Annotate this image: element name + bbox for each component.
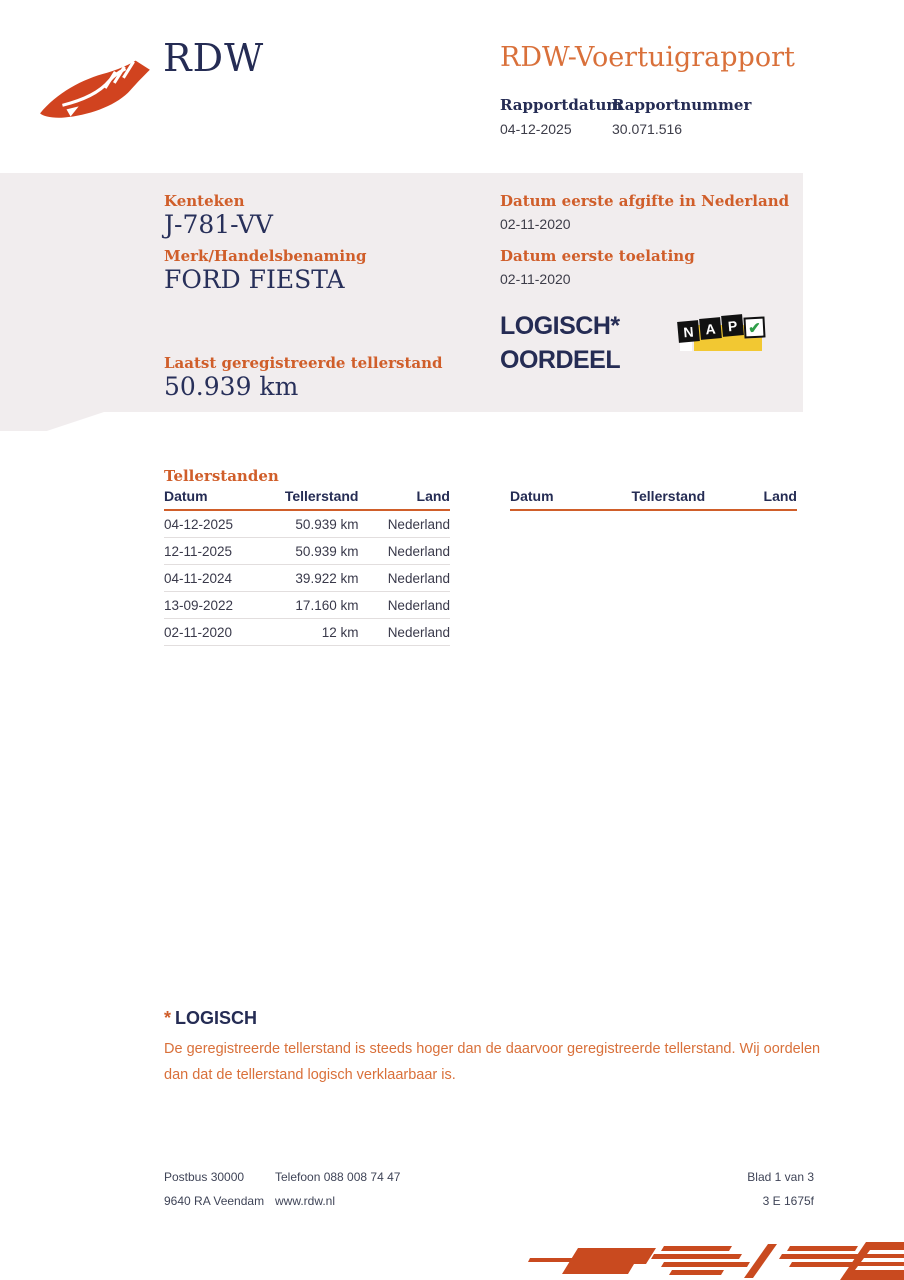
logisch-heading-text: LOGISCH (175, 1008, 258, 1028)
cell-land: Nederland (387, 544, 450, 559)
vehicle-summary-panel (0, 173, 803, 412)
tellerstanden-table-left (164, 488, 450, 646)
report-number-label: Rapportnummer (612, 96, 752, 114)
cell-datum: 02-11-2020 (164, 625, 233, 640)
table-row (164, 592, 450, 619)
cell-land: Nederland (387, 571, 450, 586)
toelating-value: 02-11-2020 (500, 271, 571, 287)
cell-datum: 13-09-2022 (164, 598, 234, 613)
report-date-label: Rapportdatum (500, 96, 623, 114)
table-row (164, 511, 450, 538)
col-header-land: Land (416, 488, 450, 504)
toelating-label: Datum eerste toelating (500, 247, 695, 265)
cell-datum: 12-11-2025 (164, 544, 233, 559)
footer-page-info (747, 1165, 814, 1213)
cell-datum: 04-11-2024 (164, 571, 233, 586)
cell-tellerstand: 50.939 km (295, 517, 359, 532)
col-header-tellerstand: Tellerstand (284, 488, 359, 504)
report-number-block (612, 96, 751, 137)
afgifte-value: 02-11-2020 (500, 216, 571, 232)
col-header-datum: Datum (510, 488, 554, 504)
nap-letter-p: P (721, 314, 744, 337)
cell-tellerstand: 12 km (321, 625, 359, 640)
cell-land: Nederland (387, 598, 450, 613)
tellerstanden-heading: Tellerstanden (164, 467, 279, 485)
nap-letter-a: A (699, 317, 722, 340)
col-header-land: Land (763, 488, 797, 504)
oordeel-line1: LOGISCH* (500, 312, 620, 340)
report-date-value: 04-12-2025 (500, 121, 572, 137)
rdw-speed-lines-graphic (514, 1242, 904, 1280)
kenteken-value: J-781-VV (164, 210, 273, 239)
footer-contact (275, 1165, 400, 1213)
cell-land: Nederland (387, 517, 450, 532)
table-row (164, 619, 450, 646)
table-row (164, 538, 450, 565)
logisch-explanation-text: De geregistreerde tellerstand is steeds hoger dan de daarvoor geregistreerde tellerstand. Wij oordelen dan dat de tellerstand logisch verklaarbaar is. (164, 1041, 821, 1083)
cell-tellerstand: 39.922 km (295, 571, 359, 586)
col-header-datum: Datum (164, 488, 208, 504)
rdw-wordmark: RDW (163, 36, 265, 80)
table-row (164, 565, 450, 592)
report-title: RDW-Voertuigrapport (500, 42, 795, 73)
nap-letter-n: N (677, 320, 700, 343)
oordeel-verdict (500, 309, 620, 377)
asterisk-marker: * (164, 1008, 172, 1028)
footer-website: www.rdw.nl (275, 1194, 336, 1208)
footer-form-code: 3 E 1675f (762, 1194, 814, 1208)
logisch-explanation-heading (164, 1008, 257, 1029)
merk-value: FORD FIESTA (164, 265, 345, 294)
cell-land: Nederland (387, 625, 450, 640)
merk-label: Merk/Handelsbenaming (164, 247, 367, 265)
nap-logo (678, 311, 766, 359)
report-number-value: 30.071.516 (612, 121, 683, 137)
footer-page-number: Blad 1 van 3 (747, 1170, 814, 1184)
rdw-wing-logo-icon (36, 50, 158, 124)
report-date-block (500, 96, 622, 137)
cell-tellerstand: 50.939 km (295, 544, 359, 559)
afgifte-label: Datum eerste afgifte in Nederland (500, 192, 790, 210)
footer-address (164, 1165, 264, 1213)
oordeel-line2: OORDEEL (500, 346, 621, 374)
tellerstand-label: Laatst geregistreerde tellerstand (164, 354, 443, 372)
panel-tail-shape (0, 412, 104, 431)
table-header-row (510, 488, 797, 511)
nap-checkmark-icon: ✔ (743, 316, 765, 338)
tellerstand-value: 50.939 km (164, 372, 299, 401)
footer-city: 9640 RA Veendam (164, 1194, 265, 1208)
col-header-tellerstand: Tellerstand (631, 488, 706, 504)
table-header-row (164, 488, 450, 511)
kenteken-label: Kenteken (164, 192, 245, 210)
cell-datum: 04-12-2025 (164, 517, 234, 532)
cell-tellerstand: 17.160 km (295, 598, 359, 613)
footer-postbus: Postbus 30000 (164, 1170, 245, 1184)
tellerstanden-table-right (510, 488, 797, 511)
footer-phone: Telefoon 088 008 74 47 (275, 1170, 401, 1184)
